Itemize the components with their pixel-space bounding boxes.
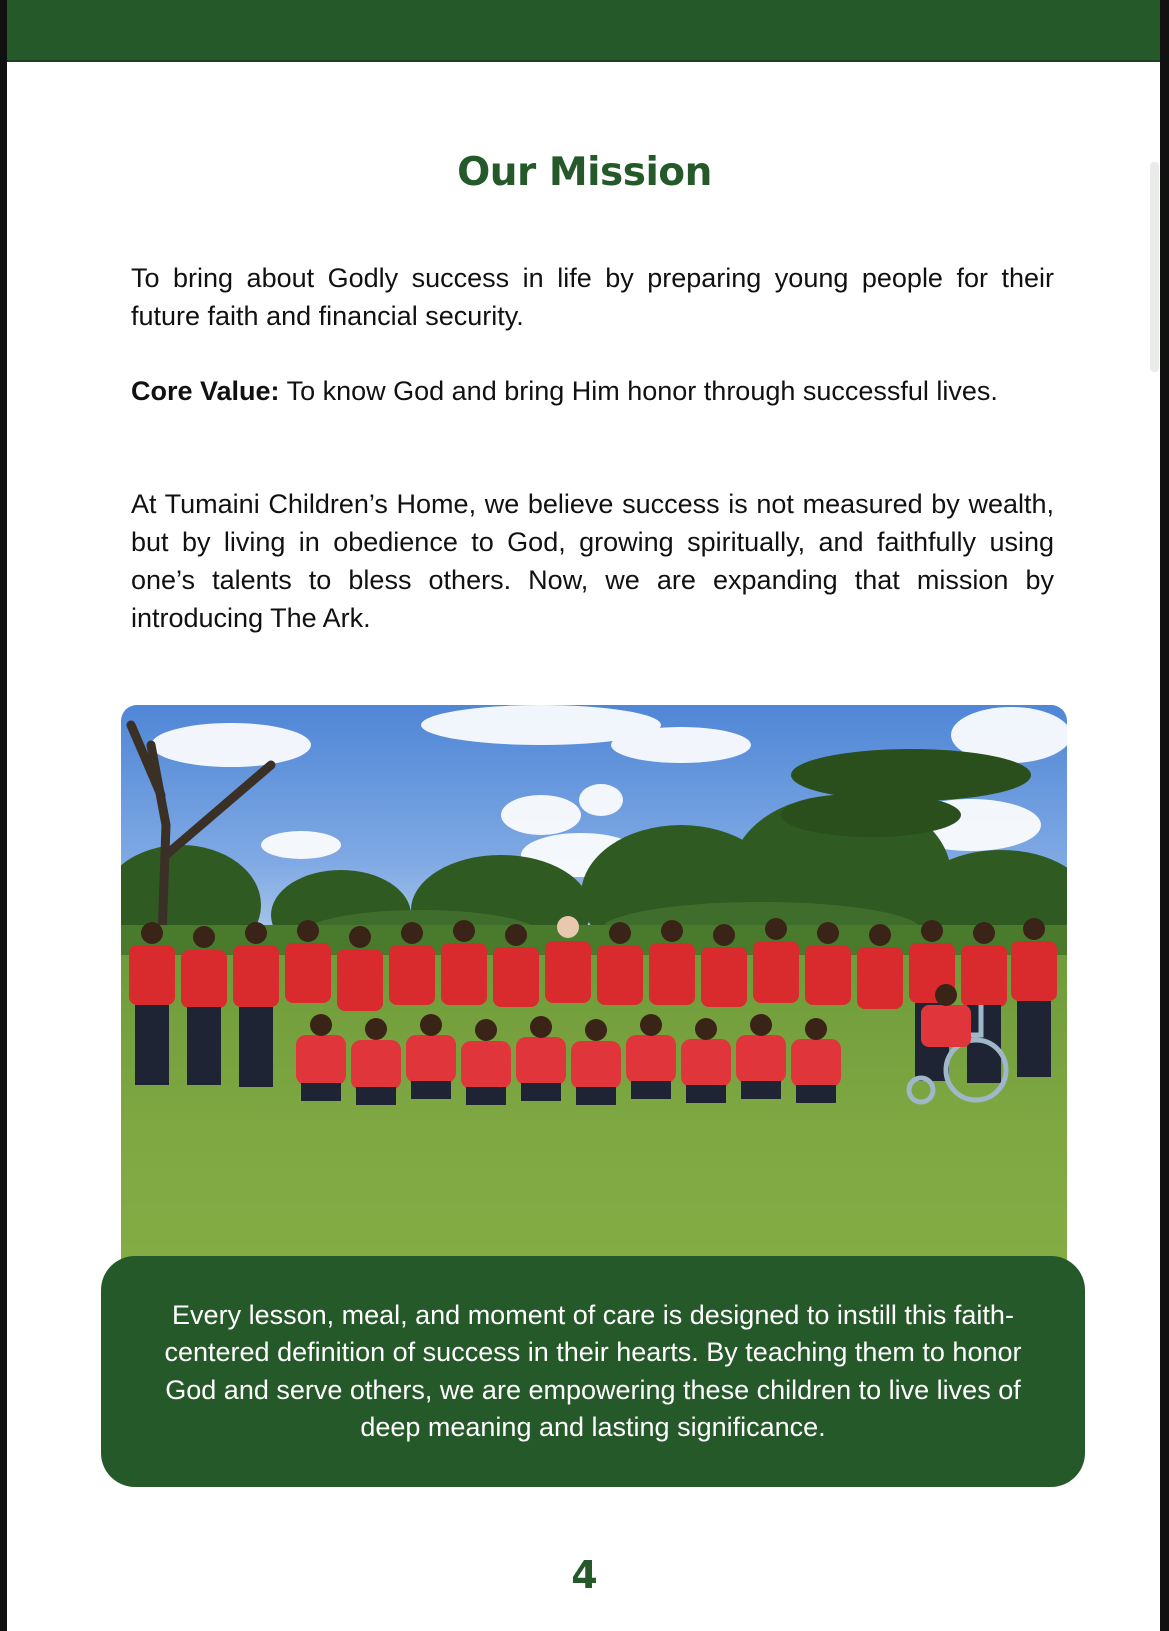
page-title: Our Mission	[457, 150, 712, 195]
mission-statement: To bring about Godly success in life by preparing young people for their future faith and financial security.	[131, 263, 1054, 331]
core-value-text: To know God and bring Him honor through successful lives.	[279, 376, 998, 406]
mission-body: At Tumaini Children’s Home, we believe success is not measured by wealth, but by living in obedience to God, growing spiritually, and faithfully using one’s talents to bless others. Now, we are expanding that mission by introducing The Ark.	[131, 489, 1054, 633]
group-photo	[121, 705, 1067, 1265]
left-screen-edge	[0, 0, 7, 1631]
caption-box	[101, 1256, 1085, 1487]
caption-text: Every lesson, meal, and moment of care is designed to instill this faith-centered definition of success in their hearts. By teaching them to honor God and serve others, we are empowering these children to live lives of deep meaning and lasting significance.	[164, 1299, 1022, 1442]
right-screen-edge	[1160, 0, 1169, 1631]
core-value-label: Core Value:	[131, 376, 280, 406]
header-bar	[7, 0, 1160, 62]
core-value-paragraph	[131, 372, 1054, 410]
page-number: 4	[571, 1553, 598, 1597]
